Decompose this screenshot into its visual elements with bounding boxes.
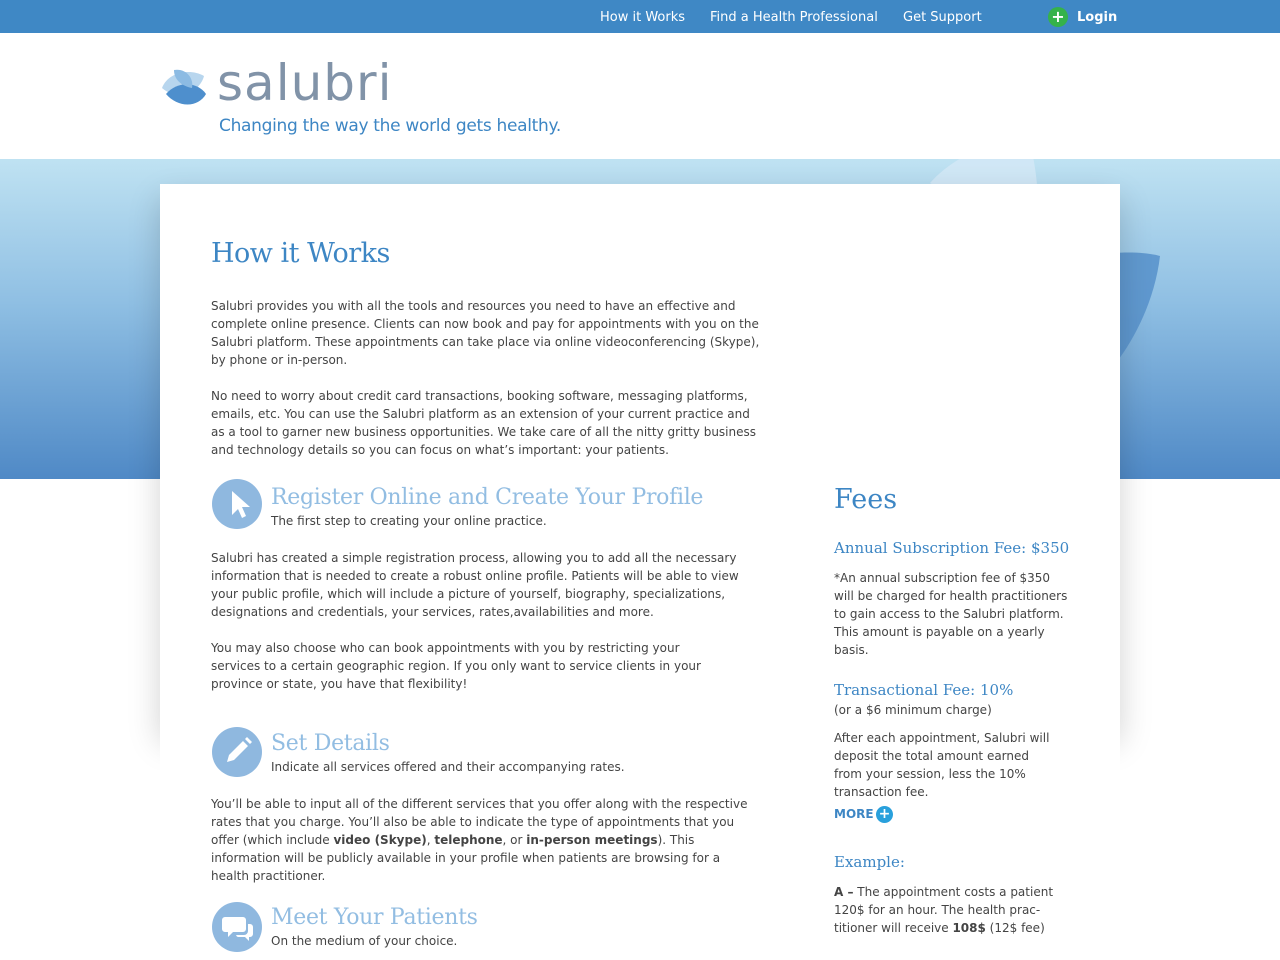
step-set-details-subtitle: Indicate all services offered and their accompanying rates.	[271, 760, 625, 774]
step-register-paragraph-1: Salubri has created a simple registration process, allowing you to add all the necessary information that is needed to create a robust online profile. Patients will be able to view your public profile, which will include a picture of yourself, biography, specializations, designations and credentials, your services, rates,availabilities and more.	[211, 551, 739, 619]
brand-tagline: Changing the way the world gets healthy.	[219, 116, 561, 136]
transactional-fee-title: Transactional Fee: 10%	[834, 681, 1014, 699]
login-link[interactable]: Login	[1077, 10, 1118, 25]
salubri-leaf-logo-icon[interactable]	[160, 66, 210, 110]
pencil-icon	[212, 727, 262, 777]
step-register-title: Register Online and Create Your Profile	[271, 485, 704, 510]
transactional-fee-text: After each appointment, Salubri will deposit the total amount earned from your session, less the 10% transaction fee.	[834, 731, 1050, 799]
plus-circle-icon[interactable]: +	[876, 806, 893, 823]
intro-paragraph-2: No need to worry about credit card transactions, booking software, messaging platforms, emails, etc. You can use the Salubri platform as an extension of your current practice and as a tool to garner new business opportunities. We take care of all the nitty gritty business and technology details so you can focus on what’s important: your patients.	[211, 389, 757, 457]
more-link[interactable]: MORE	[834, 807, 874, 821]
chat-bubbles-icon	[212, 902, 262, 952]
transactional-fee-subtitle: (or a $6 minimum charge)	[834, 703, 992, 717]
annual-fee-title: Annual Subscription Fee: $350	[834, 539, 1070, 557]
step-meet-patients-subtitle: On the medium of your choice.	[271, 934, 458, 948]
cursor-icon	[212, 479, 262, 529]
fees-title: Fees	[834, 484, 898, 515]
step-set-details-paragraph: You’ll be able to input all of the different services that you offer along with the respective rates that you charge. You’ll also be able to indicate the type of appointments that you offer (which include video (Skype), telephone, or in-person meetings). This information will be publicly available in your profile when patients are browsing for a health practitioner.	[211, 797, 748, 883]
example-title: Example:	[834, 853, 905, 871]
annual-fee-text: *An annual subscription fee of $350 will be charged for health practitioners to gain access to the Salubri platform. This amount is payable on a yearly basis.	[834, 571, 1068, 657]
example-a-text: A – The appointment costs a patient 120$ for an hour. The health prac-titioner will receive 108$ (12$ fee)	[834, 885, 1054, 935]
nav-how-it-works[interactable]: How it Works	[600, 10, 686, 25]
bold-video-skype: video (Skype)	[333, 833, 427, 847]
brand-name[interactable]: salubri	[217, 54, 393, 112]
bold-in-person-meetings: in-person meetings	[526, 833, 658, 847]
top-nav-bar	[0, 0, 1280, 33]
nav-get-support[interactable]: Get Support	[903, 10, 982, 25]
plus-circle-icon[interactable]: +	[1048, 7, 1068, 27]
step-register-paragraph-2: You may also choose who can book appointments with you by restricting your services to a certain geographic region. If you only want to service clients in your province or state, you have that flexibility!	[211, 641, 701, 691]
page-title: How it Works	[211, 238, 390, 269]
nav-find-health-professional[interactable]: Find a Health Professional	[710, 10, 878, 25]
step-set-details-title: Set Details	[271, 731, 390, 756]
step-register-subtitle: The first step to creating your online practice.	[271, 514, 547, 528]
step-meet-patients-title: Meet Your Patients	[271, 905, 478, 930]
bold-telephone: telephone	[434, 833, 503, 847]
intro-paragraph-1: Salubri provides you with all the tools and resources you need to have an effective and complete online presence. Clients can now book and pay for appointments with you on the Salubri platform. These appointments can take place via online videoconferencing (Skype), by phone or in-person.	[211, 299, 760, 367]
